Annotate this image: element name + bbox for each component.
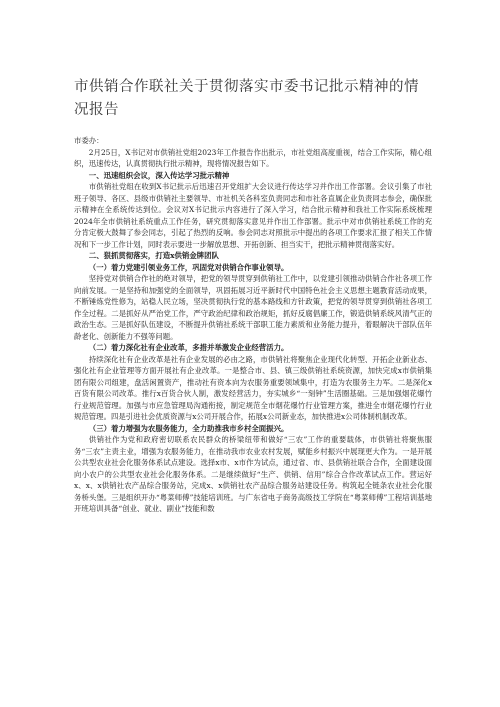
- document-title: 市供销合作联社关于贯彻落实市委书记批示精神的情况报告: [74, 79, 419, 118]
- subsection-heading-2-2: （二）着力深化社有企业改革，多措并举激发企业经营活力。: [88, 343, 289, 352]
- report-page: [74, 76, 432, 515]
- intro-paragraph: 2月25日，X书记对市供销社党组2023年工作报告作出批示，市社党组高度重视，结合工作实际，精心组织，迅速传达，认真贯彻执行批示精神，现将情况报告如下。: [74, 147, 432, 168]
- salutation: 市委办：: [74, 136, 104, 145]
- subsection-2-1-paragraph: 坚持党对供销合作社的绝对领导，把党的领导贯穿到供销社工作中，以党建引领推动供销合作社各项工作向前发展。一是坚持和加强党的全面领导，巩固拓展习近平新时代中国特色社会主义思想主题教育活动成果，不断锤炼党性修为，站稳人民立场，坚决贯彻执行党的基本路线和方针政策，把党的领导贯穿到供销社各项工作全过程。二是抓好从严治党工作，严守政治纪律和政治规矩，抓好反腐倡廉工作，锻造供销系统风清气正的政治生态。三是抓好队伍建设，不断提升供销社系统干部职工能力素质和业务能力提升，着眼解决干部队伍年龄老化、创新能力不强等问题。: [74, 274, 432, 341]
- subsection-heading-2-1: （一）着力党建引领业务工作，巩固党对供销合作事业领导。: [88, 262, 289, 272]
- subsection-2-2-paragraph: 持续深化社有企业改革是社有企业发展的必由之路，市供销社将聚焦企业现代化转型、开拓企业新业态、强化社有企业管理等方面开展社有企业改革。一是整合市、县、镇三级供销社系统资源，加快完成x市供销集团有限公司组建，盘活闲置资产，推动社有资本向为农服务重要领域集中，打造为农服务主力军。二是深化x百货有限公司改革。推行x百货合伙人制，激发经营活力，夯实城乡“一刻钟”生活圈基础。三是加强烟花爆竹行业规范管理。加强与市应急管理局沟通衔接，制定规范全市烟花爆竹行业管理方案，推进全市烟花爆竹行业规范管理。四是引进社会优质资源与x公司开展合作，拓展x公司新业态，加快推进x公司体制机制改革。: [74, 354, 432, 421]
- section-1-paragraph: 市供销社党组在收到X书记批示后迅速召开党组扩大会议进行传达学习并作出工作部署。会议引集了市社班子领导、各区、县级市供销社主要领导、市社机关各科室负责同志和市社各直属企业负责同志参会，确保批示精神在全系统传达到位。会议对X书记批示内容进行了深入学习，结合批示精神和我社工作实际系统梳理2024年全市供销社系统重点工作任务，研究贯彻落实意见并作出工作部署。批示中对市供销社系统工作的充分肯定极大鼓舞了参会同志，引起了热烈的反响。参会同志对照批示中提出的各项工作要求汇报了相关工作情况和下一步工作计划，同时表示要进一步解放思想、开拓创新、担当实干，把批示精神贯彻落实好。: [74, 182, 432, 249]
- subsection-2-3-paragraph: 供销社作为党和政府密切联系农民群众的桥梁纽带和做好“三农”工作的重要载体，市供销社将聚焦服务“三农”主责主业，增强为农服务能力，在推动我市农业农村发展，赋能乡村振兴中展现更大作为。一是开展公共型农业社会化服务体系试点建设。选择x市、x市作为试点，通过省、市、县供销社联合合作，全面建设面向小农户的公共型农业社会化服务体系。二是继续做好“生产、供销、信用”综合合作改革试点工作。营运好x、x、x供销社农产品综合服务站，完成x、x供销社农产品综合服务站建设任务。构筑起全链条农业社会化服务桥头堡。三是组织开办“粤菜师傅”技能培训班。与广东省电子商务高级技工学院在“粤菜师傅”工程培训基地开班培训具备“创业、就业、副业”技能和数: [74, 435, 432, 513]
- subsection-heading-2-3: （三）着力增强为农服务能力，全力助推我市乡村全面振兴。: [88, 423, 289, 433]
- section-heading-2: 二、狠抓贯彻落实，打造x供销金牌团队: [88, 251, 219, 260]
- section-heading-1: 一、迅速组织会议，深入传达学习批示精神: [88, 170, 230, 180]
- document-body: [74, 135, 432, 515]
